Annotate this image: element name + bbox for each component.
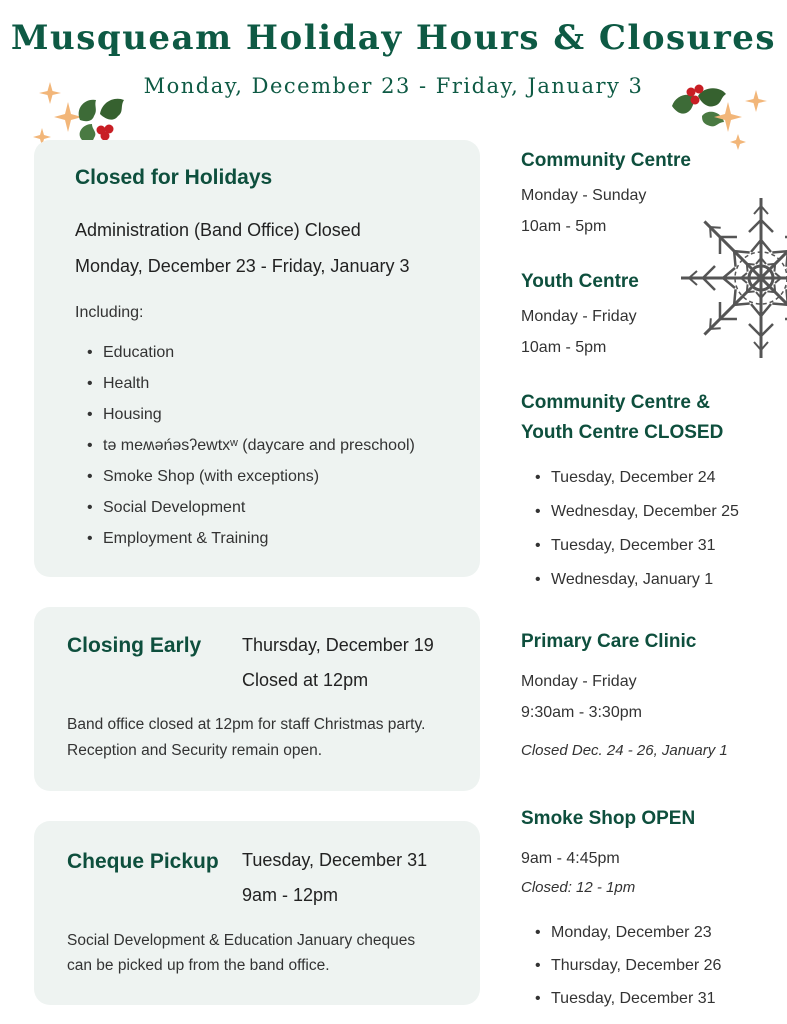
cheque-pickup-note-1: Social Development & Education January cheques (67, 932, 416, 949)
cheque-pickup-title: Cheque Pickup (67, 850, 219, 873)
closing-early-date: Thursday, December 19 (242, 635, 434, 655)
closed-departments-list (75, 337, 415, 554)
community-centre-hours: 10am - 5pm (521, 218, 607, 235)
centres-closed-title-2: Youth Centre CLOSED (521, 422, 724, 443)
clinic-hours: 9:30am - 3:30pm (521, 704, 642, 721)
smoke-shop-closed-note: Closed: 12 - 1pm (521, 879, 636, 896)
list-item: • Monday, December 23 (523, 916, 721, 949)
list-item: • Thursday, December 26 (523, 949, 721, 982)
community-centre-title: Community Centre (521, 150, 691, 171)
list-item: • Health (75, 368, 415, 399)
closing-early-card (34, 607, 480, 791)
list-item: • Employment & Training (75, 523, 415, 554)
admin-closed-dates: Monday, December 23 - Friday, January 3 (75, 256, 410, 276)
list-item: • Social Development (75, 492, 415, 523)
cheque-pickup-date: Tuesday, December 31 (242, 850, 428, 870)
list-item: • Education (75, 337, 415, 368)
smoke-shop-hours: 9am - 4:45pm (521, 850, 620, 867)
smoke-shop-dates (523, 916, 721, 1015)
cheque-pickup-time: 9am - 12pm (242, 885, 339, 905)
admin-closed-line: Administration (Band Office) Closed (75, 220, 361, 240)
list-item: • Housing (75, 399, 415, 430)
smoke-shop-title: Smoke Shop OPEN (521, 808, 696, 829)
list-item: • Tuesday, December 31 (523, 529, 739, 563)
list-item: • Tuesday, December 24 (523, 461, 739, 495)
list-item: • Tuesday, December 31 (523, 982, 721, 1015)
snowflake-icon (676, 192, 787, 362)
closing-early-time: Closed at 12pm (242, 670, 369, 690)
closing-early-note-1: Band office closed at 12pm for staff Christmas party. (67, 716, 426, 733)
closed-holidays-title: Closed for Holidays (75, 166, 273, 189)
including-label: Including: (75, 304, 144, 321)
cheque-pickup-note-2: can be picked up from the band office. (67, 957, 330, 974)
list-item: • Wednesday, December 25 (523, 495, 739, 529)
clinic-days: Monday - Friday (521, 673, 637, 690)
list-item: • Wednesday, January 1 (523, 563, 739, 597)
closed-holidays-card (34, 140, 480, 577)
community-centre-days: Monday - Sunday (521, 187, 647, 204)
youth-centre-title: Youth Centre (521, 271, 639, 292)
page-subtitle: Monday, December 23 - Friday, January 3 (143, 74, 644, 98)
centres-closed-dates (523, 461, 739, 597)
holly-right-icon (668, 80, 778, 152)
list-item: • tə meʍəńəsʔewtxʷ (daycare and preschool) (75, 430, 415, 461)
cheque-pickup-card (34, 821, 480, 1005)
youth-centre-hours: 10am - 5pm (521, 339, 607, 356)
closing-early-title: Closing Early (67, 634, 202, 657)
page-title: Musqueam Holiday Hours & Closures (10, 18, 777, 58)
clinic-title: Primary Care Clinic (521, 631, 697, 652)
list-item: • Smoke Shop (with exceptions) (75, 461, 415, 492)
clinic-closed-note: Closed Dec. 24 - 26, January 1 (521, 742, 728, 759)
youth-centre-days: Monday - Friday (521, 308, 637, 325)
centres-closed-title-1: Community Centre & (521, 392, 710, 413)
closing-early-note-2: Reception and Security remain open. (67, 742, 323, 759)
